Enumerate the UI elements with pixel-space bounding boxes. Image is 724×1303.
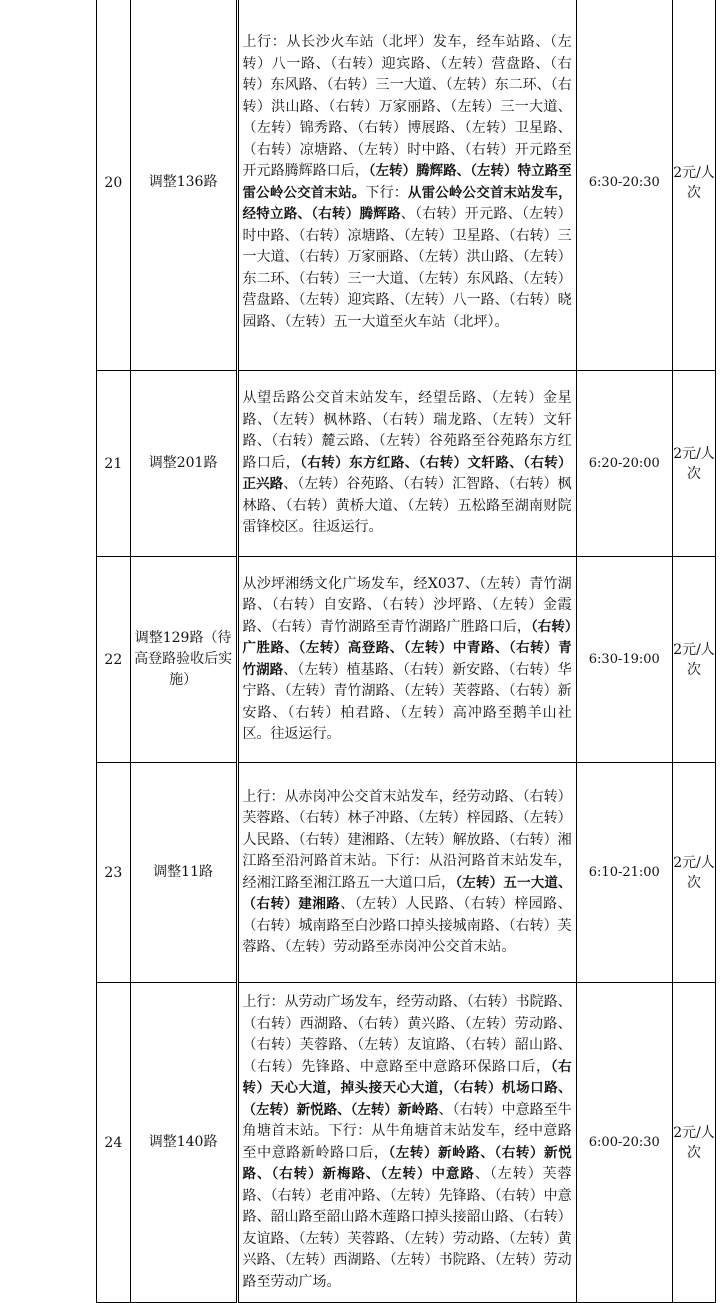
route-number-cell: 23 bbox=[97, 763, 131, 983]
route-segment: 、（左转）人民路、（右转）梓园路、（右转）城南路至白沙路口掉头接城南路、（右转）芙蓉路、（左转）劳动路至赤岗冲公交首末站。 bbox=[242, 896, 572, 955]
route-number-cell: 21 bbox=[97, 371, 131, 557]
route-segment-bold: （右转）天心大道，掉头接天心大道，（右转）机场口路、（左转）新悦路、（左转）新岭路 bbox=[242, 1058, 572, 1118]
service-hours-cell: 6:30-20:30 bbox=[576, 0, 672, 371]
route-description-cell bbox=[237, 371, 576, 557]
route-name-cell: 调整11路 bbox=[130, 763, 237, 983]
route-name-cell: 调整136路 bbox=[130, 0, 237, 371]
fare-cell: 2元/人次 bbox=[673, 371, 716, 557]
route-name-cell: 调整129路（待高登路验收后实施） bbox=[130, 557, 237, 763]
route-segment: 、（左转）谷苑路、（右转）汇智路、（右转）枫林路、（右转）黄桥大道、（左转）五松路至湖南财院雷锋校区。往返运行。 bbox=[242, 476, 572, 536]
fare-cell: 2元/人次 bbox=[673, 0, 716, 371]
route-segment: 、（左转）芙蓉路、（右转）老甫冲路、（左转）先锋路、（右转）中意路、韶山路至韶山路木莲路口掉头接韶山路、（右转）友谊路、（左转）芙蓉路、（左转）劳动路、（左转）黄兴路、（左转）西湖路、（左转）书院路、（左转）劳动路至劳动广场。 bbox=[242, 1166, 572, 1290]
table-row bbox=[97, 0, 716, 371]
route-segment-bold: （左转）五一大道、（右转）建湘路 bbox=[242, 874, 572, 912]
bus-route-table bbox=[96, 0, 716, 1303]
fare-cell: 2元/人次 bbox=[673, 763, 716, 983]
route-segment: 、（右转）开元路、（左转）时中路、（右转）凉塘路、（左转）卫星路、（右转）三一大道、（右转）万家丽路、（左转）洪山路、（左转）东二环、（右转）三一大道、（左转）东风路、（左转）营盘路、（左转）迎宾路、（左转）八一路、（右转）晓园路、（左转）五一大道至火车站（北坪）。 bbox=[242, 206, 572, 330]
route-segment: 、（左转）植基路、（右转）新安路、（右转）华宁路、（左转）青竹湖路、（左转）芙蓉路、（右转）新安路、（右转）柏君路、（左转）高冲路至鹅羊山社区。往返运行。 bbox=[242, 661, 572, 742]
fare-cell: 2元/人次 bbox=[673, 557, 716, 763]
fare-cell: 2元/人次 bbox=[673, 983, 716, 1303]
route-name-cell: 调整201路 bbox=[130, 371, 237, 557]
route-segment: 下行： bbox=[365, 184, 408, 201]
service-hours-cell: 6:30-19:00 bbox=[576, 557, 672, 763]
route-segment-bold: 从雷公岭公交首末站发车，经特立路、（右转）腾辉路 bbox=[242, 184, 572, 222]
route-name-cell: 调整140路 bbox=[130, 983, 237, 1303]
route-description-cell bbox=[237, 557, 576, 763]
route-number-cell: 22 bbox=[97, 557, 131, 763]
route-segment-bold: （右转）广胜路、（左转）高登路、（左转）中青路、（右转）青竹湖路 bbox=[242, 618, 572, 678]
table-row bbox=[97, 371, 716, 557]
route-segment: 上行：从长沙火车站（北坪）发车，经车站路、（左转）八一路、（右转）迎宾路、（左转）营盘路、（右转）东风路、（右转）三一大道、（左转）东二环、（右转）洪山路、（右转）万家丽路、（左转）三一大道、（左转）锦秀路、（右转）博展路、（左转）卫星路、（右转）凉塘路、（左转）时中路、（右转）开元路至开元路腾辉路口后， bbox=[242, 34, 572, 179]
route-segment: 上行：从劳动广场发车，经劳动路、（右转）书院路、（右转）西湖路、（右转）黄兴路、（左转）劳动路、（右转）芙蓉路、（左转）友谊路、（右转）韶山路、（右转）先锋路、中意路至中意路环保路口后， bbox=[242, 994, 572, 1075]
service-hours-cell: 6:10-21:00 bbox=[576, 763, 672, 983]
route-number-cell: 20 bbox=[97, 0, 131, 371]
table-row bbox=[97, 763, 716, 983]
route-segment-bold: （左转）腾辉路、（左转）特立路至雷公岭公交首末站。 bbox=[242, 163, 572, 201]
route-segment-bold: （左转）新岭路、（右转）新悦路、（右转）新梅路、（左转）中意路 bbox=[242, 1144, 572, 1182]
table-body bbox=[97, 0, 716, 1303]
route-description-cell bbox=[237, 0, 576, 371]
route-description-cell bbox=[237, 983, 576, 1303]
route-description-cell bbox=[237, 763, 576, 983]
service-hours-cell: 6:00-20:30 bbox=[576, 983, 672, 1303]
route-segment: 上行：从赤岗冲公交首末站发车，经劳动路、（右转）芙蓉路、（右转）林子冲路、（左转）梓园路、（左转）人民路、（右转）建湘路、（左转）解放路、（右转）湘江路至沿河路首末站。下行：从沿河路首末站发车，经湘江路至湘江路五一大道口后， bbox=[242, 788, 572, 891]
route-segment-bold: （右转）东方红路、（右转）文轩路、（右转）正兴路 bbox=[242, 454, 572, 493]
table-row bbox=[97, 557, 716, 763]
table-row bbox=[97, 983, 716, 1303]
route-segment: 从望岳路公交首末站发车，经望岳路、（左转）金星路、（左转）枫林路、（右转）瑞龙路、（左转）文轩路、（右转）麓云路、（左转）谷苑路至谷苑路东方红路口后， bbox=[242, 390, 572, 471]
route-segment: 、（右转）中意路至牛角塘首末站。下行：从牛角塘首末站发车，经中意路至中意路新岭路口后， bbox=[242, 1101, 572, 1161]
route-segment: 从沙坪湘绣文化广场发车，经X037、（左转）青竹湖路、（右转）自安路、（右转）沙坪路、（左转）金霞路、（右转）青竹湖路至青竹湖路广胜路口后， bbox=[242, 575, 572, 635]
route-number-cell: 24 bbox=[97, 983, 131, 1303]
service-hours-cell: 6:20-20:00 bbox=[576, 371, 672, 557]
